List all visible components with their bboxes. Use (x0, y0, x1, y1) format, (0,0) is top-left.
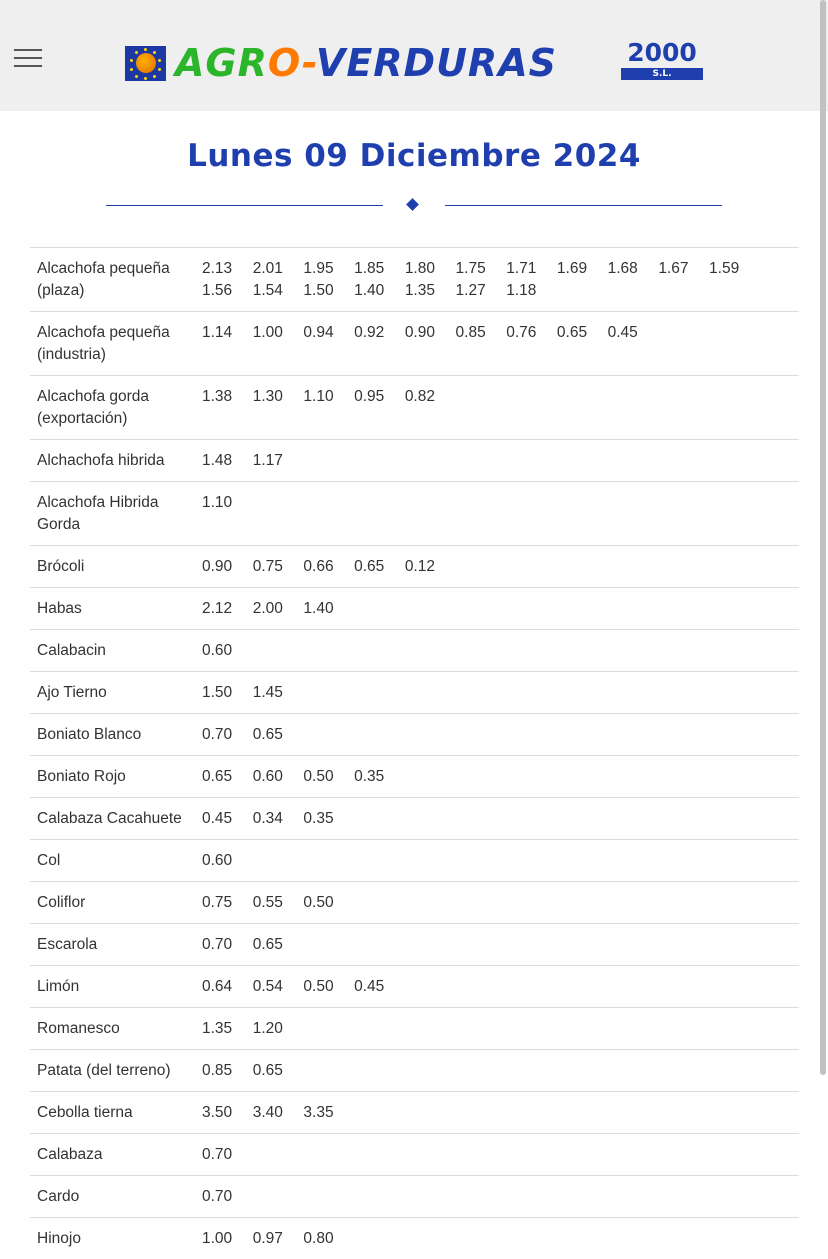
product-name: Calabaza (30, 1134, 202, 1176)
table-row (30, 482, 799, 546)
price-value: 0.50 (303, 976, 349, 998)
price-value: 0.90 (405, 322, 451, 344)
page-title: Lunes 09 Diciembre 2024 (0, 138, 828, 174)
table-row (30, 588, 799, 630)
price-value: 1.50 (202, 682, 248, 704)
product-prices (202, 924, 799, 966)
table-row (30, 1218, 799, 1259)
price-value: 1.45 (253, 682, 299, 704)
product-name: Escarola (30, 924, 202, 966)
price-value: 0.65 (253, 934, 299, 956)
table-row (30, 1092, 799, 1134)
price-value: 0.97 (253, 1228, 299, 1250)
price-value: 2.01 (253, 258, 299, 280)
price-value: 0.70 (202, 1186, 248, 1208)
product-name: Coliflor (30, 882, 202, 924)
price-value: 0.35 (354, 766, 400, 788)
table-row (30, 1050, 799, 1092)
price-value: 0.50 (303, 892, 349, 914)
price-value: 0.45 (354, 976, 400, 998)
product-name: Boniato Rojo (30, 756, 202, 798)
product-prices (202, 1008, 799, 1050)
product-prices (202, 482, 799, 546)
price-value: 0.64 (202, 976, 248, 998)
product-name: Alcachofa gorda (exportación) (30, 376, 202, 440)
site-header (0, 0, 828, 111)
price-value: 0.60 (202, 640, 248, 662)
product-prices (202, 1134, 799, 1176)
product-prices (202, 588, 799, 630)
product-name: Hinojo (30, 1218, 202, 1259)
table-row (30, 1176, 799, 1218)
product-name: Col (30, 840, 202, 882)
product-name: Alchachofa hibrida (30, 440, 202, 482)
price-value: 1.50 (303, 280, 349, 302)
price-value: 1.75 (456, 258, 502, 280)
price-value: 2.13 (202, 258, 248, 280)
price-value: 0.35 (303, 808, 349, 830)
product-name: Calabaza Cacahuete (30, 798, 202, 840)
table-row (30, 1134, 799, 1176)
title-divider-right (445, 205, 722, 206)
table-row (30, 1008, 799, 1050)
logo-wordmark: AGRO-VERDURAS (175, 40, 557, 86)
price-value: 0.66 (303, 556, 349, 578)
table-row (30, 756, 799, 798)
product-prices (202, 312, 799, 376)
price-value: 0.80 (303, 1228, 349, 1250)
price-value: 0.70 (202, 1144, 248, 1166)
table-row (30, 882, 799, 924)
product-name: Boniato Blanco (30, 714, 202, 756)
logo-year-badge: 2000 S.L. (621, 44, 703, 80)
price-value: 0.75 (253, 556, 299, 578)
title-divider-left (106, 205, 383, 206)
product-prices (202, 714, 799, 756)
product-name: Cardo (30, 1176, 202, 1218)
price-value: 0.54 (253, 976, 299, 998)
price-value: 1.00 (202, 1228, 248, 1250)
price-value: 0.92 (354, 322, 400, 344)
price-value: 0.65 (557, 322, 603, 344)
product-prices (202, 840, 799, 882)
price-value: 0.70 (202, 724, 248, 746)
price-value: 1.80 (405, 258, 451, 280)
product-prices (202, 248, 799, 312)
price-value: 0.95 (354, 386, 400, 408)
table-row (30, 924, 799, 966)
price-value: 1.17 (253, 450, 299, 472)
price-value: 0.65 (253, 724, 299, 746)
price-value: 3.50 (202, 1102, 248, 1124)
hamburger-menu-icon[interactable] (14, 45, 42, 71)
table-row (30, 966, 799, 1008)
price-table (30, 247, 799, 1259)
table-row (30, 376, 799, 440)
price-value: 0.45 (608, 322, 654, 344)
table-row (30, 248, 799, 312)
price-value: 1.38 (202, 386, 248, 408)
price-value: 0.76 (506, 322, 552, 344)
product-prices (202, 376, 799, 440)
price-value: 1.10 (303, 386, 349, 408)
price-value: 1.18 (506, 280, 552, 302)
price-value: 1.95 (303, 258, 349, 280)
price-value: 0.50 (303, 766, 349, 788)
product-prices (202, 966, 799, 1008)
price-value: 0.65 (202, 766, 248, 788)
price-value: 2.00 (253, 598, 299, 620)
price-value: 1.35 (405, 280, 451, 302)
price-value: 0.60 (253, 766, 299, 788)
price-value: 1.00 (253, 322, 299, 344)
price-value: 1.14 (202, 322, 248, 344)
price-value: 1.35 (202, 1018, 248, 1040)
product-name: Romanesco (30, 1008, 202, 1050)
price-value: 0.85 (202, 1060, 248, 1082)
price-value: 0.70 (202, 934, 248, 956)
product-prices (202, 630, 799, 672)
product-prices (202, 1050, 799, 1092)
price-value: 0.90 (202, 556, 248, 578)
product-prices (202, 546, 799, 588)
price-value: 1.27 (456, 280, 502, 302)
site-logo[interactable] (125, 44, 705, 84)
table-row (30, 672, 799, 714)
price-value: 1.10 (202, 492, 248, 514)
price-value: 1.40 (354, 280, 400, 302)
product-prices (202, 798, 799, 840)
product-prices (202, 882, 799, 924)
price-value: 1.48 (202, 450, 248, 472)
price-value: 1.67 (658, 258, 704, 280)
price-value: 0.65 (354, 556, 400, 578)
product-name: Ajo Tierno (30, 672, 202, 714)
product-name: Cebolla tierna (30, 1092, 202, 1134)
table-row (30, 630, 799, 672)
price-value: 3.35 (303, 1102, 349, 1124)
price-value: 0.82 (405, 386, 451, 408)
product-prices (202, 440, 799, 482)
price-value: 3.40 (253, 1102, 299, 1124)
product-name: Patata (del terreno) (30, 1050, 202, 1092)
price-value: 1.40 (303, 598, 349, 620)
product-name: Calabacin (30, 630, 202, 672)
price-value: 1.71 (506, 258, 552, 280)
price-value: 0.85 (456, 322, 502, 344)
product-name: Alcachofa Hibrida Gorda (30, 482, 202, 546)
price-value: 0.34 (253, 808, 299, 830)
price-value: 1.56 (202, 280, 248, 302)
table-row (30, 440, 799, 482)
product-prices (202, 1092, 799, 1134)
logo-flag-icon (125, 46, 166, 81)
table-row (30, 840, 799, 882)
price-value: 1.30 (253, 386, 299, 408)
product-prices (202, 1176, 799, 1218)
price-value: 1.85 (354, 258, 400, 280)
price-value: 1.68 (608, 258, 654, 280)
price-value: 0.45 (202, 808, 248, 830)
product-name: Habas (30, 588, 202, 630)
price-value: 1.69 (557, 258, 603, 280)
price-value: 0.75 (202, 892, 248, 914)
price-value: 0.55 (253, 892, 299, 914)
price-value: 1.54 (253, 280, 299, 302)
product-prices (202, 1218, 799, 1259)
price-value: 0.12 (405, 556, 451, 578)
product-name: Limón (30, 966, 202, 1008)
product-prices (202, 756, 799, 798)
price-value: 0.60 (202, 850, 248, 872)
price-value: 1.20 (253, 1018, 299, 1040)
diamond-icon (406, 198, 419, 211)
product-prices (202, 672, 799, 714)
product-name: Brócoli (30, 546, 202, 588)
price-value: 2.12 (202, 598, 248, 620)
product-name: Alcachofa pequeña (plaza) (30, 248, 202, 312)
table-row (30, 546, 799, 588)
product-name: Alcachofa pequeña (industria) (30, 312, 202, 376)
price-value: 1.59 (709, 258, 755, 280)
price-value: 0.94 (303, 322, 349, 344)
table-row (30, 312, 799, 376)
table-row (30, 798, 799, 840)
table-row (30, 714, 799, 756)
price-value: 0.65 (253, 1060, 299, 1082)
